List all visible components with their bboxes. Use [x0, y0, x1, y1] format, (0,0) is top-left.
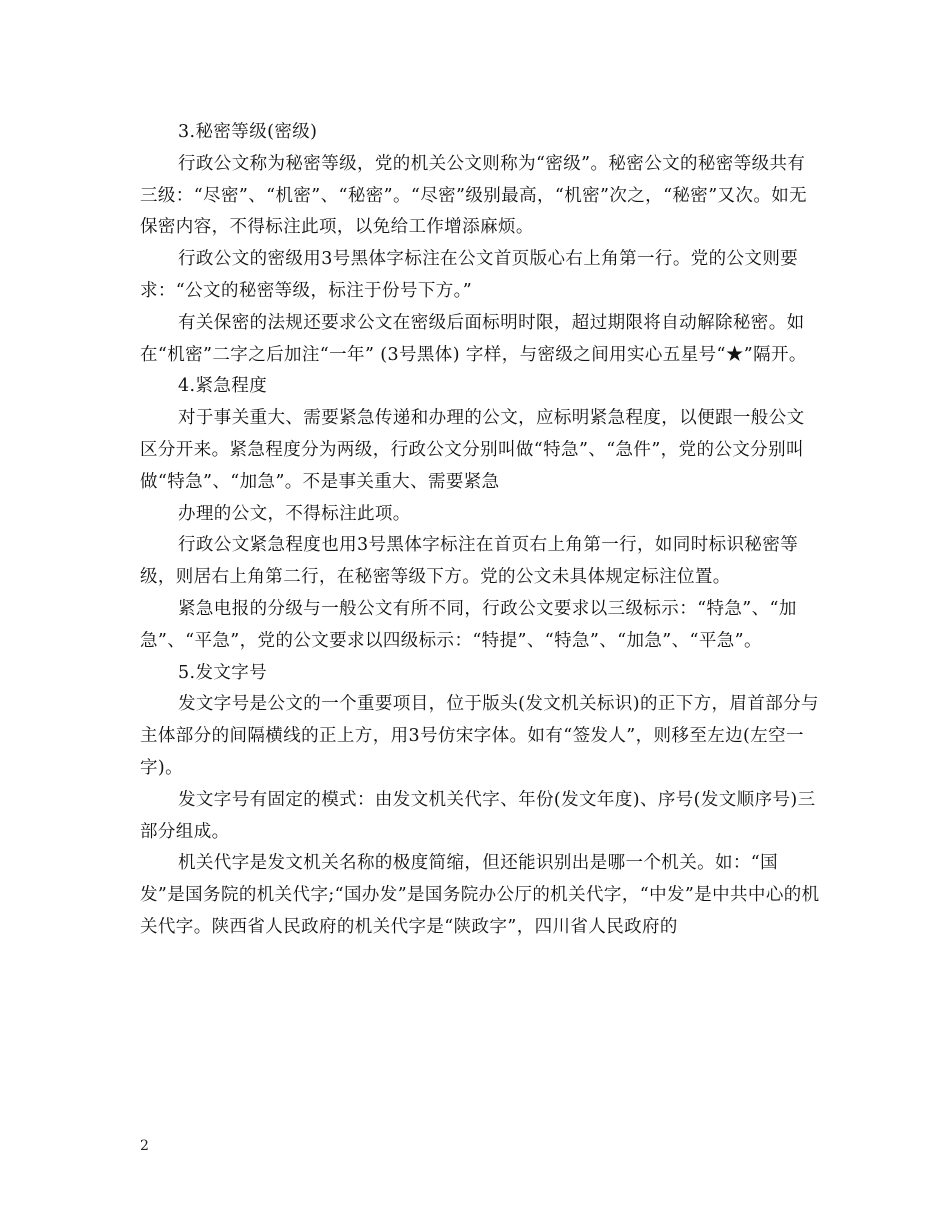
page-number: 2	[140, 1138, 149, 1154]
paragraph: 有关保密的法规还要求公文在密级后面标明时限，超过期限将自动解除秘密。如在“机密”二字之后加注“一年” (3号黑体) 字样，与密级之间用实心五星号“★”隔开。	[140, 312, 807, 365]
paragraph: 发文字号是公文的一个重要项目，位于版头(发文机关标识)的正下方，眉首部分与主体部分的间隔横线的正上方，用3号仿宋字体。如有“签发人”，则移至左边(左空一字)。	[140, 694, 819, 778]
heading-urgency: 4.紧急程度	[178, 376, 268, 397]
paragraph: 行政公文的密级用3号黑体字标注在公文首页版心右上角第一行。党的公文则要求：“公文的秘密等级，标注于份号下方。”	[140, 249, 799, 301]
paragraph: 紧急电报的分级与一般公文有所不同，行政公文要求以三级标示：“特急”、“加急”、“平急”，党的公文要求以四级标示：“特提”、“特急”、“加急”、“平急”。	[140, 598, 797, 651]
paragraph: 发文字号有固定的模式：由发文机关代字、年份(发文年度)、序号(发文顺序号)三部分组成。	[140, 789, 816, 842]
paragraph: 行政公文称为秘密等级，党的机关公文则称为“密级”。秘密公文的秘密等级共有三级：“尽密”、“机密”、“秘密”。“尽密”级别最高，“机密”次之，“秘密”又次。如无保密内容，不得标注此项，以免给工作增添麻烦。	[140, 153, 808, 238]
paragraph: 机关代字是发文机关名称的极度简缩，但还能识别出是哪一个机关。如：“国发”是国务院的机关代字;“国办发”是国务院办公厅的机关代字，“中发”是中共中心的机关代字。陕西省人民政府的机关代字是“陕政字”，四川省人民政府的	[140, 853, 820, 937]
paragraph: 行政公文紧急程度也用3号黑体字标注在首页右上角第一行，如同时标识秘密等级，则居右上角第二行，在秘密等级下方。党的公文未具体规定标注位置。	[140, 535, 799, 588]
document-body	[140, 117, 820, 944]
heading-secret-level: 3.秘密等级(密级)	[178, 122, 318, 142]
paragraph: 对于事关重大、需要紧急传递和办理的公文，应标明紧急程度，以便跟一般公文区分开来。紧急程度分为两级，行政公文分别叫做“特急”、“急件”，党的公文分别叫做“特急”、“加急”。不是事关重大、需要紧急	[140, 408, 805, 492]
paragraph: 办理的公文，不得标注此项。	[178, 503, 411, 524]
heading-document-number: 5.发文字号	[178, 662, 268, 683]
